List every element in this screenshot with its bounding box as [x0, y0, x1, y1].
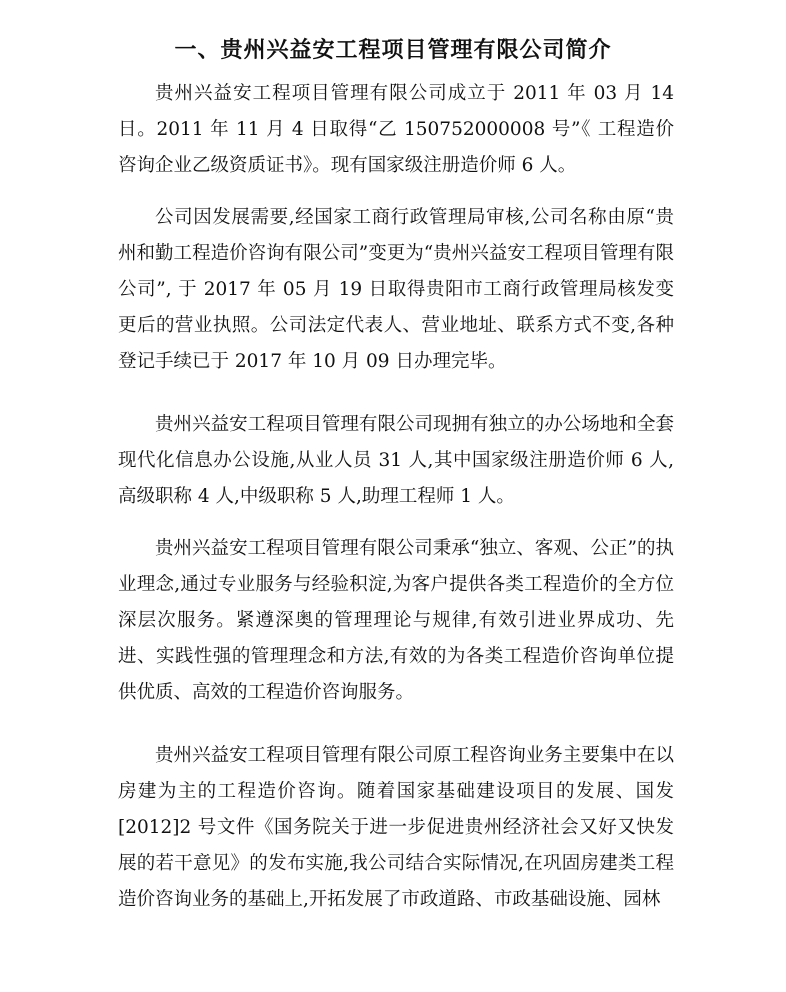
document-title: 一、贵州兴益安工程项目管理有限公司简介	[174, 37, 612, 63]
paragraph-staff: 贵州兴益安工程项目管理有限公司现拥有独立的办公场地和全套现代化信息办公设施,从业人员 31 人,其中国家级注册造价师 6 人,高级职称 4 人,中级职称 5 人,助理工程师 1 人。	[118, 414, 674, 507]
paragraph-company-founding: 贵州兴益安工程项目管理有限公司成立于 2011 年 03 月 14 日。2011 年 11 月 4 日取得“乙 150752000008 号”《 工程造价咨询企业乙级资质证书》。现有国家级注册造价师 6 人。	[118, 83, 674, 176]
paragraph-philosophy: 贵州兴益安工程项目管理有限公司秉承“独立、客观、公正”的执业理念,通过专业服务与经验积淀,为客户提供各类工程造价的全方位深层次服务。紧遵深奥的管理理论与规律,有效引进业界成功、先进、实践性强的管理理念和方法,有效的为各类工程造价咨询单位提供优质、高效的工程造价咨询服务。	[118, 538, 674, 703]
paragraph-name-change: 公司因发展需要,经国家工商行政管理局审核,公司名称由原“贵州和勤工程造价咨询有限公司”变更为“贵州兴益安工程项目管理有限公司”, 于 2017 年 05 月 19 日取得贵阳市工商行政管理局核发变更后的营业执照。公司法定代表人、营业地址、联系方式不变,各种登记手续已于 2017 年 10 月 09 日办理完毕。	[118, 207, 674, 372]
paragraph-business-scope: 贵州兴益安工程项目管理有限公司原工程咨询业务主要集中在以房建为主的工程造价咨询。随着国家基础建设项目的发展、国发[2012]2 号文件《国务院关于进一步促进贵州经济社会又好又快发展的若干意见》的发布实施,我公司结合实际情况,在巩固房建类工程造价咨询业务的基础上,开拓发展了市政道路、市政基础设施、园林	[118, 745, 674, 910]
